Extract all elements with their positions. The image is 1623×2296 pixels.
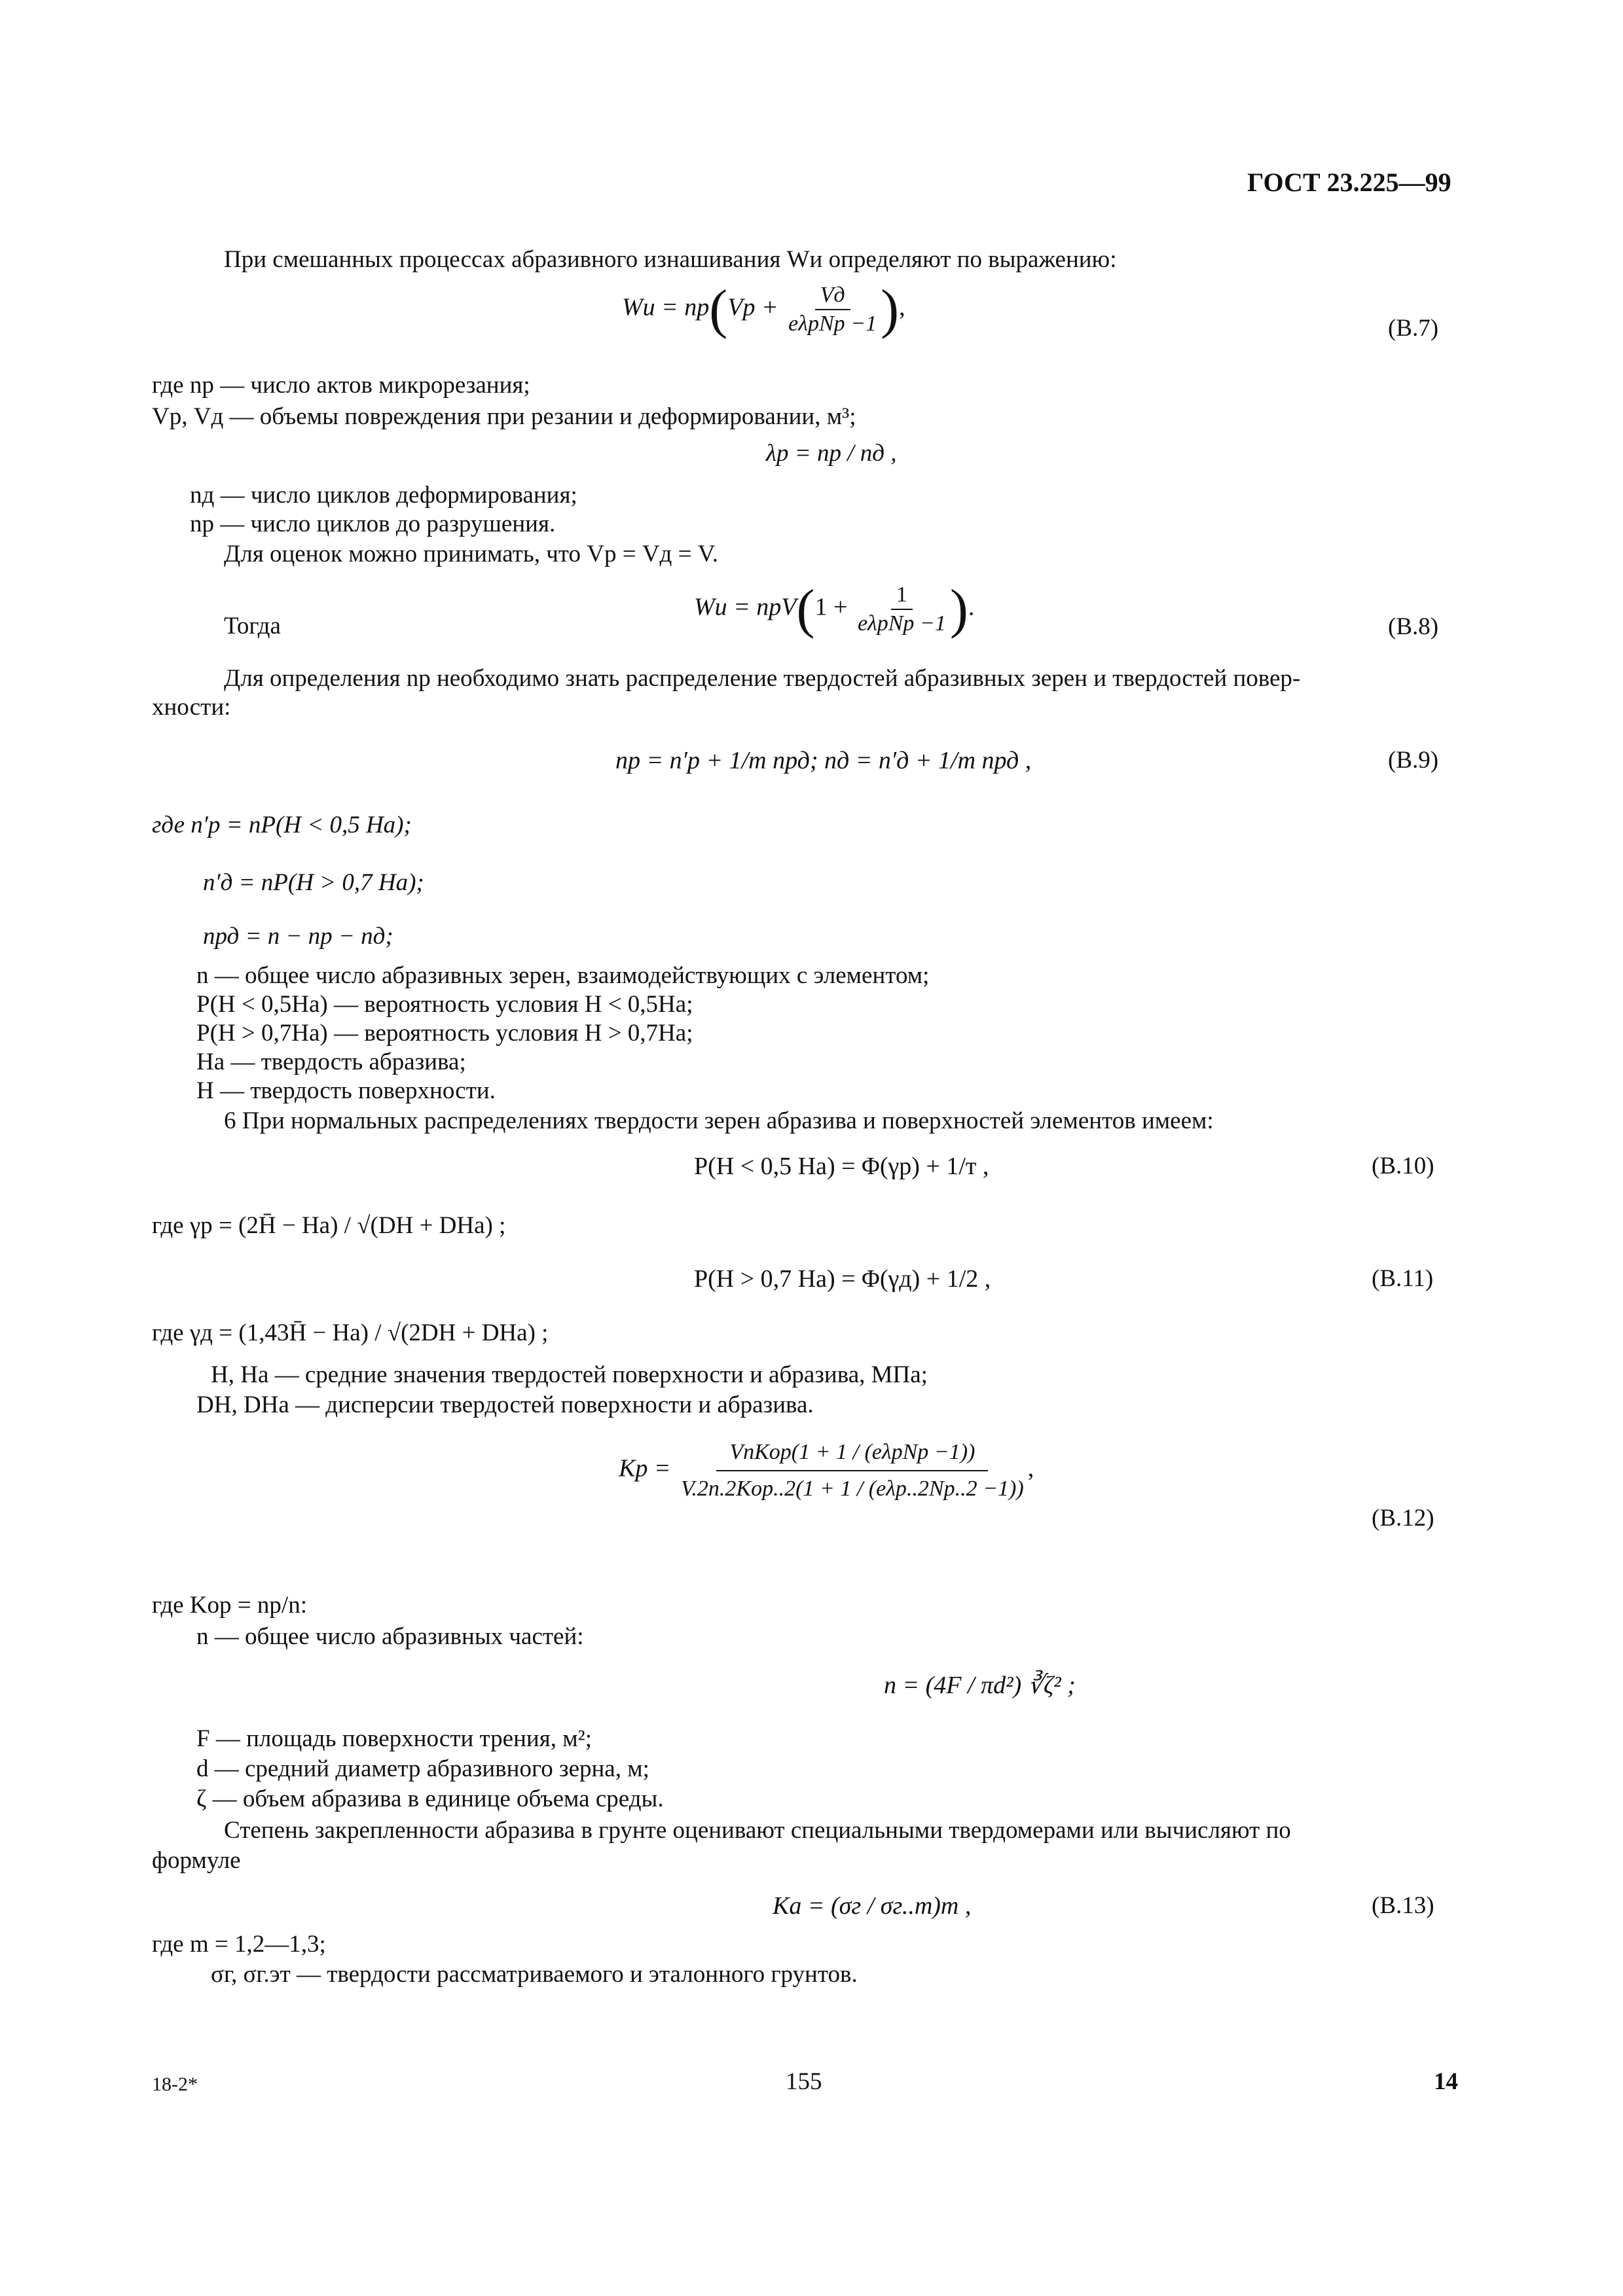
- text-line: где n′р = nP(H < 0,5 Hа);: [152, 812, 412, 838]
- intro-paragraph: При смешанных процессах абразивного изнашивания Wи определяют по выражению:: [224, 246, 1117, 273]
- text-line: формуле: [152, 1847, 241, 1874]
- text-line: хности:: [152, 694, 231, 721]
- equation-number-b8: (В.8): [1388, 613, 1439, 640]
- text-line: H, Hа — средние значения твердостей поверхности и абразива, МПа;: [211, 1361, 928, 1388]
- equation-n: n = (4F / πd²) ∛ζ² ;: [884, 1672, 1076, 1699]
- text-line: ζ — объем абразива в единице объема среды.: [196, 1785, 664, 1812]
- equation-b13: Kа = (σг / σг..т)m ,: [773, 1892, 972, 1920]
- text-line: F — площадь поверхности трения, м²;: [196, 1725, 592, 1752]
- text-line: d — средний диаметр абразивного зерна, м;: [196, 1755, 649, 1782]
- text-line: Для определения nр необходимо знать распределение твердостей абразивных зерен и твердостей повер-: [224, 665, 1301, 692]
- equation-b9: nр = n′р + 1/т nрд; nд = n′д + 1/т nрд ,: [615, 747, 1032, 774]
- text-line: Vр, Vд — объемы повреждения при резании и деформировании, м³;: [152, 403, 856, 430]
- text-line: Hа — твердость абразива;: [196, 1049, 466, 1075]
- equation-number-b11: (В.11): [1372, 1265, 1434, 1292]
- text-line: σг, σг.эт — твердости рассматриваемого и эталонного грунтов.: [211, 1961, 858, 1988]
- equation-number-b10: (В.10): [1372, 1153, 1434, 1179]
- equation-b11: P(H > 0,7 Hа) = Φ(γд) + 1/2 ,: [694, 1265, 991, 1293]
- equation-b12: Kр = $\frac{\text{VnKор(1 + 1 / (eλрNр −1))}}{\text{V.2n.2Kор..2(1 + 1 / (eλр..2Nр..2 −1))}}$ ,: [619, 1440, 1034, 1501]
- text-line: H — твердость поверхности.: [196, 1077, 496, 1104]
- text-line: P(H < 0,5Hа) — вероятность условия H < 0,5Hа;: [196, 991, 693, 1018]
- text-line: n — общее число абразивных зерен, взаимодействующих с элементом;: [196, 962, 930, 989]
- text-line: n′д = nP(H > 0,7 Hа);: [203, 869, 424, 896]
- text-line: где nр — число актов микрорезания;: [152, 372, 530, 399]
- text-line: nр — число циклов до разрушения.: [190, 511, 556, 537]
- text-line: 6 При нормальных распределениях твердости зерен абразива и поверхностей элементов имеем:: [224, 1107, 1214, 1134]
- equation-number-b9: (В.9): [1388, 747, 1439, 774]
- text-line: DH, DHа — дисперсии твердостей поверхности и абразива.: [196, 1391, 814, 1418]
- equation-b10: P(H < 0,5 Hа) = Φ(γр) + 1/т ,: [694, 1153, 989, 1180]
- text-line: Тогда: [224, 613, 281, 639]
- standard-header: ГОСТ 23.225—99: [1247, 168, 1451, 197]
- text-line: nрд = n − nр − nд;: [203, 923, 393, 950]
- equation-b7: Wи = nр(Vр + $\frac{Vд}{\text{eλрNр −1}}$ ),: [622, 279, 905, 340]
- text-line: P(H > 0,7Hа) — вероятность условия H > 0,7Hа;: [196, 1020, 693, 1047]
- equation-number-b13: (В.13): [1372, 1892, 1434, 1919]
- footer-sheet-number: 14: [1434, 2068, 1458, 2095]
- equation-b8: Wи = nрV(1 + $\frac{1}{\text{eλрNр −1}}$ ).: [694, 579, 975, 639]
- text-line: где Kор = nр/n:: [152, 1592, 307, 1619]
- text-line: Степень закрепленности абразива в грунте оценивают специальными твердомерами или вычисляют по: [224, 1817, 1291, 1844]
- footer-sheet-code: 18-2*: [152, 2073, 198, 2095]
- text-line: где m = 1,2—1,3;: [152, 1931, 326, 1958]
- equation-lambda: λр = nр / nд ,: [766, 440, 897, 467]
- equation-number-b12: (В.12): [1372, 1505, 1434, 1532]
- text-line: где γр = (2H̄ − Hа) / √(DH + DHа) ;: [152, 1212, 506, 1239]
- text-line: n — общее число абразивных частей:: [196, 1623, 584, 1650]
- equation-number-b7: (В.7): [1388, 315, 1439, 342]
- text-line: Для оценок можно принимать, что Vр = Vд = V.: [224, 541, 718, 567]
- text-line: nд — число циклов деформирования;: [190, 482, 577, 509]
- text-line: где γд = (1,43H̄ − Hа) / √(2DH + DHа) ;: [152, 1319, 549, 1346]
- footer-page-number: 155: [786, 2068, 822, 2095]
